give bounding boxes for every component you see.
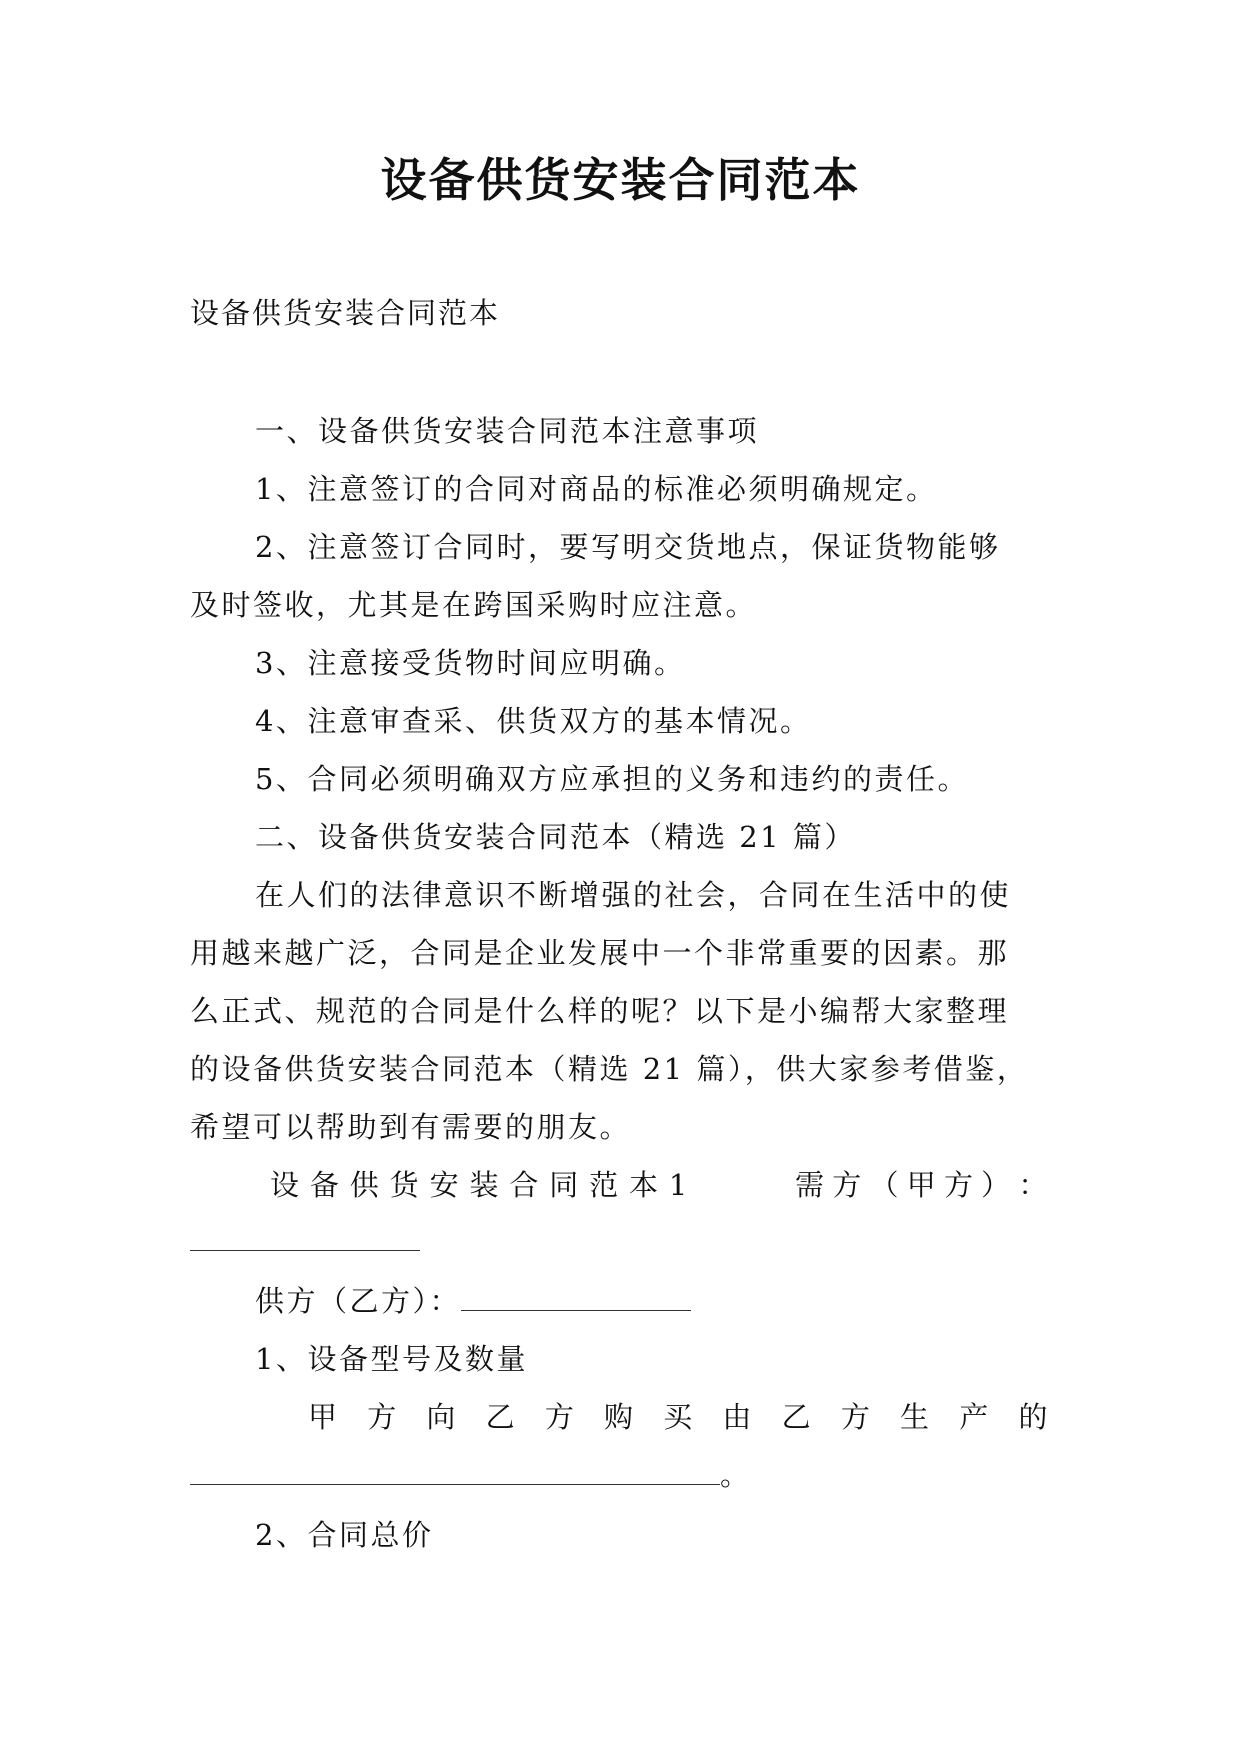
char: 范: [589, 1168, 621, 1202]
char: 1: [668, 1168, 690, 1202]
char: 需: [795, 1168, 827, 1202]
char: 本: [629, 1168, 661, 1202]
note-item-4: 4、注意审查采、供货双方的基本情况。: [255, 704, 812, 738]
supplier-party-label: 供方（乙方）：: [255, 1284, 462, 1318]
char: 方: [943, 1168, 976, 1202]
char: 产: [959, 1400, 991, 1434]
char: 供: [349, 1168, 382, 1202]
intro-line-1: 在人们的法律意识不断增强的社会，合同在生活中的使: [255, 878, 1012, 912]
note-item-3: 3、注意接受货物时间应明确。: [255, 646, 686, 680]
char: 安: [429, 1168, 462, 1202]
char: 方: [367, 1400, 399, 1434]
char: 乙: [781, 1400, 814, 1434]
note-item-5: 5、合同必须明确双方应承担的义务和违约的责任。: [255, 762, 969, 796]
char: 生: [900, 1400, 932, 1434]
char: 乙: [485, 1400, 518, 1434]
char: 甲: [308, 1400, 340, 1434]
clause-1-blank-line: [190, 1446, 1050, 1504]
document-body: [190, 402, 1050, 1564]
intro-line-3: 么正式、规范的合同是什么样的呢？以下是小编帮大家整理: [190, 994, 1010, 1028]
char: 方: [840, 1400, 873, 1434]
char: ）: [981, 1168, 1013, 1202]
char: 同: [549, 1168, 581, 1202]
char: 的: [1018, 1400, 1050, 1434]
char: 备: [309, 1168, 342, 1202]
char: 甲: [906, 1168, 939, 1202]
intro-line-2: 用越来越广泛，合同是企业发展中一个非常重要的因素。那: [190, 936, 1010, 970]
char: 向: [426, 1400, 458, 1434]
char: （: [869, 1168, 901, 1202]
document-subtitle: 设备供货安装合同范本: [190, 296, 501, 330]
contract-1-header: [190, 1156, 1050, 1214]
char: 合: [509, 1168, 541, 1202]
buyer-blank-line: [190, 1214, 1050, 1272]
char: ：: [1018, 1168, 1050, 1202]
section-heading-notes: 一、设备供货安装合同范本注意事项: [255, 414, 760, 448]
buyer-name-blank[interactable]: [190, 1220, 420, 1251]
product-blank[interactable]: [190, 1454, 720, 1485]
buyer-party-label: [795, 1156, 1050, 1214]
clause-1-end-mark: 。: [720, 1458, 752, 1492]
clause-2-heading: 2、合同总价: [255, 1518, 434, 1552]
char: 设: [270, 1168, 302, 1202]
char: 方: [544, 1400, 577, 1434]
char: 由: [722, 1400, 754, 1434]
char: 装: [469, 1168, 501, 1202]
char: 方: [832, 1168, 864, 1202]
note-item-2-line-2: 及时签收，尤其是在跨国采购时应注意。: [190, 588, 758, 622]
intro-line-4: 的设备供货安装合同范本（精选 21 篇），供大家参考借鉴，: [190, 1052, 1029, 1086]
char: 买: [663, 1400, 695, 1434]
char: 购: [604, 1400, 636, 1434]
char: 货: [389, 1168, 422, 1202]
note-item-1: 1、注意签订的合同对商品的标准必须明确规定。: [255, 472, 938, 506]
supplier-party-line: [190, 1272, 1050, 1330]
clause-1-heading: 1、设备型号及数量: [255, 1342, 528, 1376]
clause-1-text: [190, 1388, 1050, 1446]
note-item-2-line-1: 2、注意签订合同时，要写明交货地点，保证货物能够: [255, 530, 1001, 564]
document-title: 设备供货安装合同范本: [380, 153, 861, 207]
contract-1-title: [270, 1156, 690, 1214]
intro-line-5: 希望可以帮助到有需要的朋友。: [190, 1110, 632, 1144]
section-heading-samples: 二、设备供货安装合同范本（精选 21 篇）: [255, 820, 856, 854]
supplier-name-blank[interactable]: [461, 1280, 691, 1311]
